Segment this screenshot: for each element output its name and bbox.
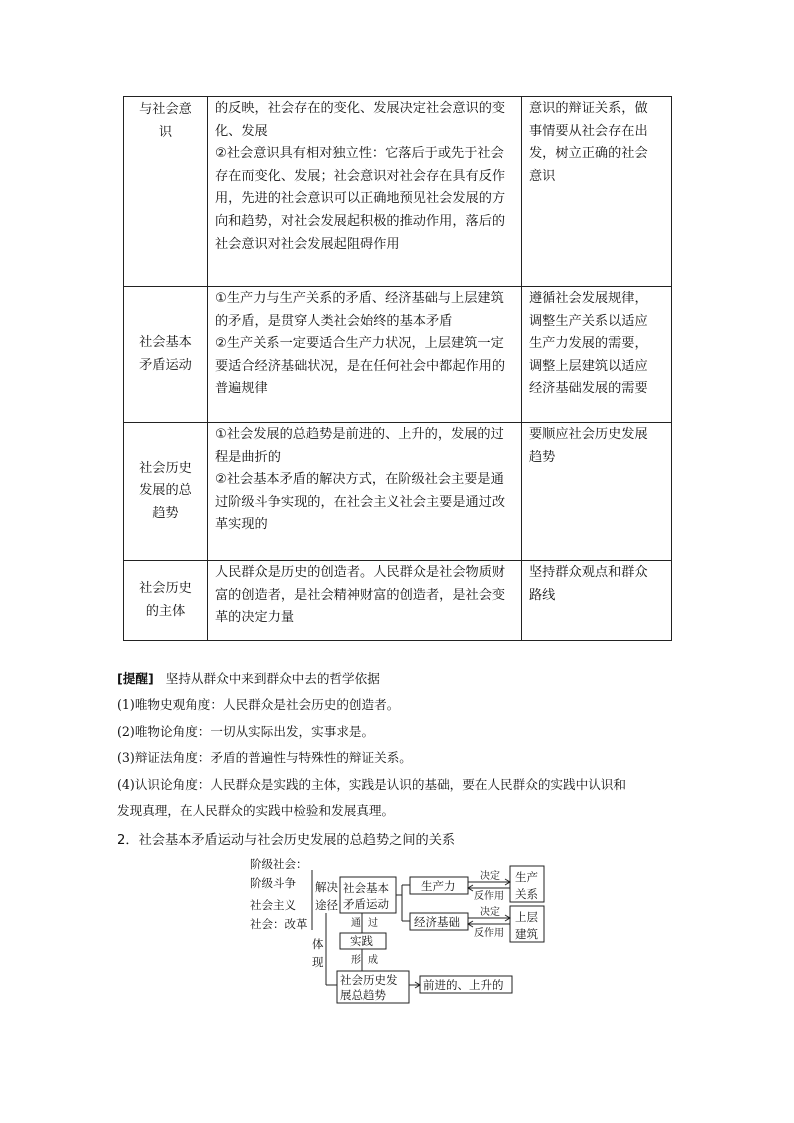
cell-line: 要顺应社会历史发展	[529, 427, 648, 442]
tips-item: (2)唯物论角度：一切从实际出发，实事求是。	[117, 723, 375, 739]
cell-line: 事情要从社会存在出	[529, 123, 648, 139]
arrow-head	[505, 879, 510, 885]
tips-item: (1)唯物史观角度：人民群众是社会历史的创造者。	[117, 697, 400, 713]
tips-item: (4)认识论角度：人民群众是实践的主体，实践是认识的基础，要在人民群众的实践中认识和	[117, 776, 626, 792]
cell-line: 人民群众是历史的创造者。人民群众是社会物质财	[215, 565, 506, 580]
cell-line: 的反映，社会存在的变化、发展决定社会意识的变	[215, 101, 506, 116]
cell-line: 发展的总	[139, 483, 192, 499]
cell-line: 要适合经济基础状况，是在任何社会中都起作用的	[215, 358, 506, 374]
tips-item: 发现真理，在人民群众的实践中检验和发展真理。	[117, 803, 395, 819]
table-row	[124, 423, 672, 561]
cell-line: ②社会意识具有相对独立性：它落后于或先于社会	[215, 146, 504, 162]
cell-line: 的主体	[145, 603, 186, 619]
cell-line: 矛盾运动	[139, 357, 192, 373]
diagram-label: 解决	[315, 880, 338, 894]
cell-line: 社会历史	[139, 580, 192, 596]
cell-line: 向和趋势，对社会发展起积极的推动作用，落后的	[215, 213, 506, 229]
cell-line: ①社会发展的总趋势是前进的、上升的，发展的过	[215, 427, 504, 442]
diagram-label: 实践	[350, 934, 373, 948]
diagram-label: 阶级斗争	[250, 876, 296, 890]
cell-line: 普遍规律	[215, 381, 268, 397]
section-2-title: 2．社会基本矛盾运动与社会历史发展的总趋势之间的关系	[117, 833, 456, 848]
table-cell-col2	[208, 287, 522, 423]
cell-line: 社会历史	[139, 460, 192, 476]
diagram-label: 社会：改革	[250, 917, 308, 931]
diagram-label: 前进的、上升的	[423, 978, 504, 992]
table-cell-col3	[522, 287, 672, 423]
arrow-head	[468, 885, 473, 891]
diagram-label: 成	[368, 955, 378, 966]
cell-line: 革的决定力量	[215, 610, 295, 626]
cell-line: 程是曲折的	[215, 449, 281, 465]
arrow-head	[468, 921, 473, 927]
cell-line: 社会基本	[139, 334, 192, 350]
cell-line: 社会意识对社会发展起阻碍作用	[215, 236, 400, 252]
arrow-head	[505, 915, 510, 921]
diagram-label: 生产力	[421, 879, 456, 893]
table-cell-col2	[208, 97, 522, 287]
diagram-label: 展总趋势	[340, 988, 386, 1002]
relations-box	[510, 866, 544, 902]
diagram-label: 上层	[515, 910, 538, 924]
knowledge-table	[123, 96, 672, 641]
tips-item: (3)辩证法角度：矛盾的普遍性与特殊性的辩证关系。	[117, 750, 412, 766]
core-box	[340, 877, 396, 913]
practice-box	[340, 933, 386, 949]
cell-line: 生产力发展的需要，	[529, 336, 648, 352]
table-cell-col1	[124, 561, 208, 641]
table-cell-col1	[124, 97, 208, 287]
cell-line: 意识	[529, 168, 556, 184]
tips-section	[117, 666, 697, 824]
diagram-label: 阶级社会：	[250, 857, 308, 871]
diagram-label: 关系	[515, 887, 538, 901]
diagram-label: 体	[312, 937, 324, 951]
diagram-label: 反作用	[474, 891, 504, 902]
tips-heading	[117, 666, 697, 692]
diagram-label: 决定	[480, 907, 500, 918]
cell-line: 与社会意	[139, 102, 192, 117]
cell-line: 革实现的	[215, 517, 268, 533]
table-cell-col2	[208, 561, 522, 641]
cell-line: 路线	[529, 587, 556, 603]
diagram-label: 社会主义	[250, 898, 296, 912]
cell-line: 化、发展	[215, 123, 268, 139]
cell-line: 坚持群众观点和群众	[529, 565, 648, 580]
cell-line: 调整生产关系以适应	[529, 313, 648, 329]
diagram-label: 过	[368, 918, 378, 929]
table-cell-col2	[208, 423, 522, 561]
table-cell-col1	[124, 287, 208, 423]
diagram-label: 现	[312, 955, 324, 969]
cell-line: 富的创造者，是社会精神财富的创造者，是社会变	[215, 587, 506, 603]
table-row	[124, 287, 672, 423]
tips-title: 坚持从群众中来到群众中去的哲学依据	[165, 671, 380, 686]
cell-line: ②生产关系一定要适合生产力状况，上层建筑一定	[215, 336, 504, 352]
cell-line: 趋势	[152, 505, 179, 521]
cell-line: 经济基础发展的需要	[529, 381, 648, 397]
table-cell-col1	[124, 423, 208, 561]
diagram-label: 生产	[515, 870, 538, 884]
productivity-box	[410, 877, 468, 894]
arrow-head	[415, 982, 420, 988]
diagram-label: 通	[351, 918, 361, 929]
economic-base-box	[410, 913, 468, 930]
diagram-label: 形	[351, 955, 361, 966]
table-row	[124, 97, 672, 287]
cell-line: 调整上层建筑以适应	[529, 358, 648, 374]
cell-line: 发，树立正确的社会	[529, 146, 648, 162]
cell-line: 趋势	[529, 449, 556, 465]
cell-line: 识	[158, 124, 173, 140]
diagram-label: 经济基础	[414, 915, 460, 929]
superstructure-box	[510, 906, 544, 942]
cell-line: 意识的辩证关系，做	[529, 101, 648, 116]
table-row	[124, 561, 672, 641]
trend-box	[337, 971, 409, 1003]
cell-line: ②社会基本矛盾的解决方式，在阶级社会主要是通	[215, 472, 504, 488]
diagram-label: 途径	[315, 898, 338, 912]
cell-line: 的矛盾，是贯穿人类社会始终的基本矛盾	[215, 313, 453, 329]
diagram-label: 社会历史发	[340, 973, 398, 987]
table-cell-col3	[522, 97, 672, 287]
cell-line: 用，先进的社会意识可以正确地预见社会发展的方	[215, 191, 506, 207]
cell-line: 存在而变化、发展；社会意识对社会存在具有反作	[215, 168, 506, 184]
diagram-label: 矛盾运动	[343, 897, 389, 911]
diagram-label: 建筑	[515, 927, 538, 941]
diagram-label: 决定	[480, 871, 500, 882]
tips-label: [提醒]	[117, 671, 154, 686]
forward-box	[420, 976, 512, 993]
diagram-label: 反作用	[474, 928, 504, 939]
cell-line: 遵循社会发展规律，	[529, 291, 648, 306]
cell-line: 过阶级斗争实现的，在社会主义社会主要是通过改	[215, 494, 506, 510]
table-cell-col3	[522, 423, 672, 561]
cell-line: ①生产力与生产关系的矛盾、经济基础与上层建筑	[215, 291, 504, 306]
table-cell-col3	[522, 561, 672, 641]
diagram-label: 社会基本	[343, 881, 389, 895]
